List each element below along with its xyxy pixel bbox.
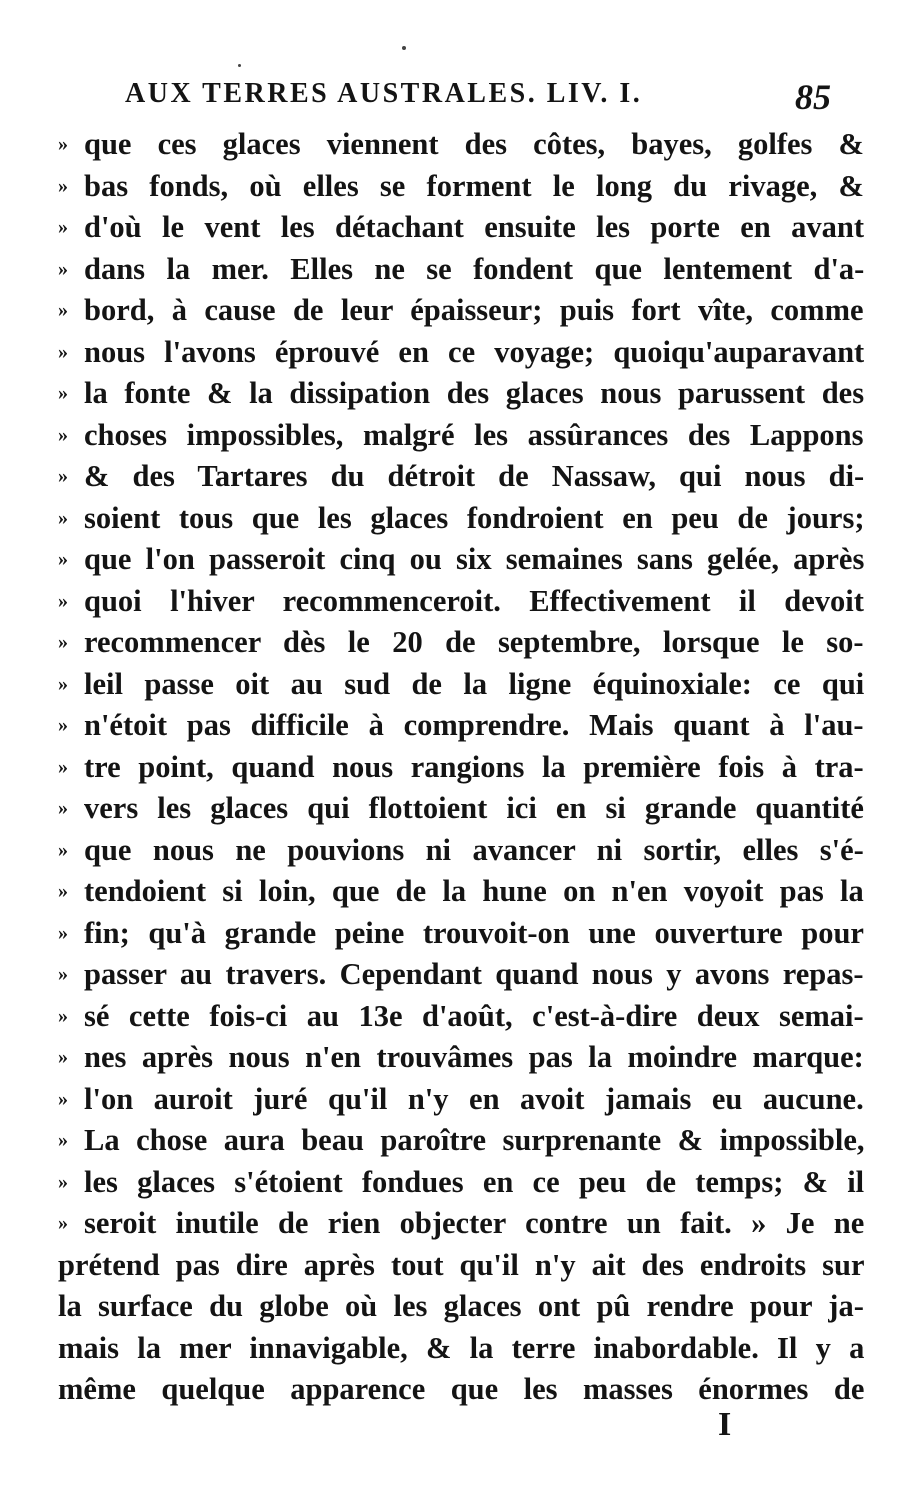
text-line — [58, 1162, 864, 1204]
text-line — [58, 373, 864, 415]
text-line — [58, 124, 864, 166]
body-text — [58, 124, 864, 1411]
text-line — [58, 705, 864, 747]
page-number: 85 — [795, 77, 831, 117]
line-text: prétend pas dire après tout qu'il n'y ait des endroits sur — [58, 1247, 864, 1282]
text-line — [58, 166, 864, 208]
quote-mark: » — [58, 133, 68, 155]
quote-mark: » — [58, 257, 68, 280]
text-line — [58, 913, 864, 955]
text-line — [58, 747, 864, 789]
text-line — [58, 207, 864, 249]
quote-mark: » — [58, 299, 68, 321]
line-text: d'où le vent les détachant ensuite les porte en avant — [84, 210, 864, 244]
quote-mark: » — [58, 963, 68, 985]
line-text: n'étoit pas difficile à comprendre. Mais quant à l'au- — [84, 708, 864, 742]
quote-mark: » — [58, 672, 68, 695]
text-line — [58, 996, 864, 1038]
text-line — [58, 871, 864, 913]
line-text: recommencer dès le 20 de septembre, lorsque le so- — [84, 625, 864, 659]
text-line — [58, 290, 864, 332]
line-text: que nous ne pouvions ni avancer ni sortir, elles s'é- — [84, 832, 864, 867]
line-text: les glaces s'étoient fondues en ce peu de temps; & il — [84, 1164, 864, 1199]
line-text: que ces glaces viennent des côtes, bayes, golfes & — [84, 127, 864, 161]
line-text: tendoient si loin, que de la hune on n'en voyoit pas la — [84, 874, 864, 908]
text-line — [58, 664, 864, 706]
signature-mark: I — [718, 1406, 732, 1443]
print-speck — [402, 46, 406, 50]
quote-mark: » — [58, 465, 68, 487]
text-line — [58, 830, 864, 872]
line-text: soient tous que les glaces fondroient en peu de jours; — [84, 500, 864, 535]
text-line — [58, 415, 864, 457]
line-text: la fonte & la dissipation des glaces nous parussent des — [84, 376, 864, 410]
text-line — [58, 954, 864, 996]
quote-mark: » — [58, 174, 68, 197]
text-line — [58, 581, 864, 623]
line-text: bord, à cause de leur épaisseur; puis fort vîte, comme — [84, 293, 864, 327]
text-line — [58, 539, 864, 581]
quote-mark: » — [58, 714, 68, 736]
line-text: mais la mer innavigable, & la terre inabordable. Il y a — [58, 1330, 864, 1365]
line-text: vers les glaces qui flottoient ici en si grande quantité — [84, 791, 864, 825]
quote-mark: » — [58, 838, 68, 861]
line-text: la surface du globe où les glaces ont pû rendre pour ja- — [58, 1289, 864, 1323]
text-line — [58, 498, 864, 540]
quote-mark: » — [58, 880, 68, 902]
line-text: bas fonds, où elles se forment le long du rivage, & — [84, 168, 864, 203]
quote-mark: » — [58, 1046, 68, 1068]
text-line — [58, 788, 864, 830]
line-text: seroit inutile de rien objecter contre un fait. » Je ne — [84, 1206, 864, 1240]
line-text: sé cette fois-ci au 13e d'août, c'est-à-dire deux semai- — [84, 998, 864, 1033]
running-head: AUX TERRES AUSTRALES. LIV. I. — [125, 78, 643, 109]
text-line — [58, 1245, 864, 1287]
quote-mark: » — [58, 755, 68, 778]
quote-mark: » — [58, 589, 68, 612]
text-line — [58, 332, 864, 374]
line-text: La chose aura beau paroître surprenante & impossible, — [84, 1123, 864, 1157]
quote-mark: » — [58, 506, 68, 529]
quote-mark: » — [58, 797, 68, 819]
print-speck — [238, 64, 241, 67]
line-text: & des Tartares du détroit de Nassaw, qui nous di- — [84, 459, 864, 493]
text-line — [58, 456, 864, 498]
quote-mark: » — [58, 423, 68, 446]
quote-mark: » — [58, 1087, 68, 1110]
text-line — [58, 1286, 864, 1328]
quote-mark: » — [58, 340, 68, 363]
quote-mark: » — [58, 1170, 68, 1193]
text-line — [58, 1079, 864, 1121]
text-line — [58, 249, 864, 291]
quote-mark: » — [58, 631, 68, 653]
line-text: l'on auroit juré qu'il n'y en avoit jamais eu aucune. — [84, 1081, 864, 1116]
text-line — [58, 1203, 864, 1245]
quote-mark: » — [58, 382, 68, 404]
line-text: nous l'avons éprouvé en ce voyage; quoiqu'auparavant — [84, 334, 864, 369]
line-text: quoi l'hiver recommenceroit. Effectivement il devoit — [84, 583, 864, 618]
line-text: choses impossibles, malgré les assûrances des Lappons — [84, 417, 864, 452]
text-line — [58, 1328, 864, 1370]
line-text: dans la mer. Elles ne se fondent que lentement d'a- — [84, 251, 864, 286]
quote-mark: » — [58, 1212, 68, 1234]
line-text: que l'on passeroit cinq ou six semaines sans gelée, après — [84, 542, 864, 576]
line-text: fin; qu'à grande peine trouvoit-on une ouverture pour — [84, 915, 864, 950]
quote-mark: » — [58, 921, 68, 944]
quote-mark: » — [58, 216, 68, 238]
quote-mark: » — [58, 1004, 68, 1027]
line-text: nes après nous n'en trouvâmes pas la moindre marque: — [84, 1040, 864, 1074]
line-text: même quelque apparence que les masses énormes de — [58, 1372, 864, 1406]
text-line — [58, 622, 864, 664]
line-text: tre point, quand nous rangions la première fois à tra- — [84, 749, 864, 784]
quote-mark: » — [58, 548, 68, 570]
text-line — [58, 1037, 864, 1079]
line-text: leil passe oit au sud de la ligne équinoxiale: ce qui — [84, 666, 864, 701]
quote-mark: » — [58, 1129, 68, 1151]
line-text: passer au travers. Cependant quand nous y avons repas- — [84, 957, 864, 991]
text-line — [58, 1120, 864, 1162]
text-line — [58, 1369, 864, 1411]
